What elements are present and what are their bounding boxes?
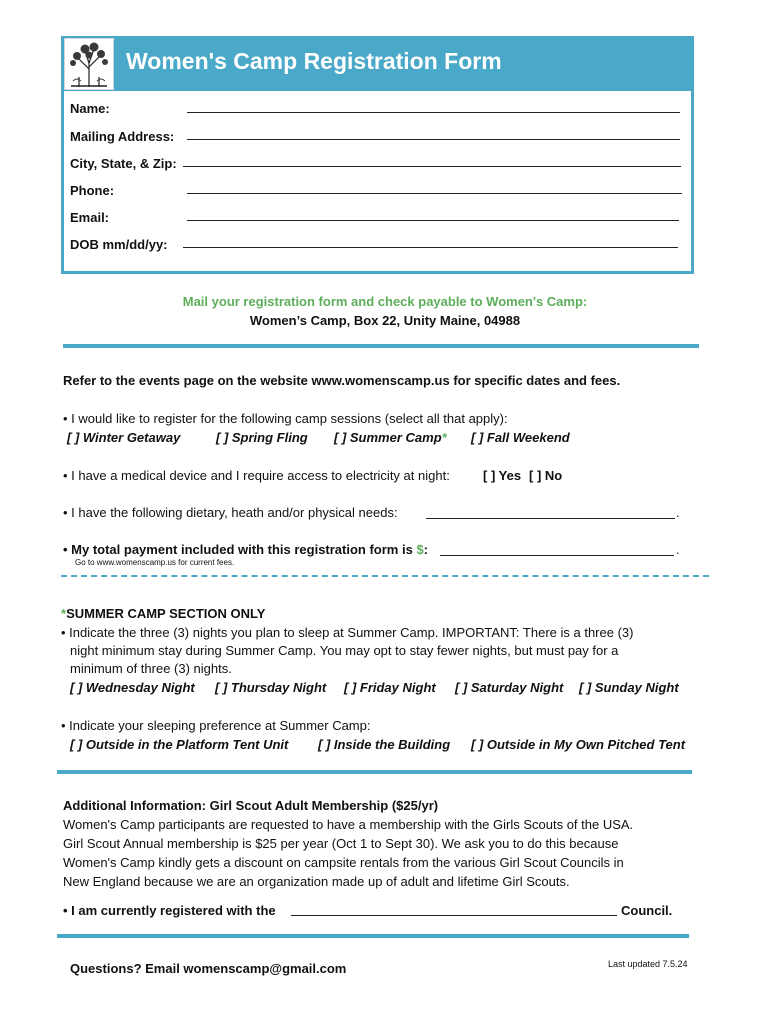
form-title: Women's Camp Registration Form bbox=[126, 48, 502, 74]
tree-logo-icon bbox=[64, 38, 114, 90]
sessions-prompt: • I would like to register for the following camp sessions (select all that apply): bbox=[63, 411, 508, 426]
option-summer-camp-label: [ ] Summer Camp bbox=[334, 430, 442, 445]
option-friday-night[interactable]: [ ] Friday Night bbox=[344, 680, 436, 695]
payment-prompt bbox=[63, 542, 428, 557]
option-thursday-night[interactable]: [ ] Thursday Night bbox=[215, 680, 327, 695]
summer-heading-text: SUMMER CAMP SECTION ONLY bbox=[66, 606, 266, 621]
option-winter-getaway[interactable]: [ ] Winter Getaway bbox=[67, 430, 181, 445]
dashed-divider bbox=[61, 575, 709, 577]
email-field[interactable] bbox=[187, 220, 679, 221]
membership-text-4: New England because we are an organization made up of adult and lifetime Girl Scouts. bbox=[63, 874, 570, 889]
option-spring-fling[interactable]: [ ] Spring Fling bbox=[216, 430, 308, 445]
option-inside-building[interactable]: [ ] Inside the Building bbox=[318, 737, 451, 752]
option-platform-tent[interactable]: [ ] Outside in the Platform Tent Unit bbox=[70, 737, 289, 752]
dietary-prompt: • I have the following dietary, heath and/or physical needs: bbox=[63, 505, 398, 520]
nights-instruction-1: • Indicate the three (3) nights you plan to sleep at Summer Camp. IMPORTANT: There is a three (3) bbox=[61, 625, 634, 640]
medical-yes-option[interactable]: [ ] Yes bbox=[483, 468, 522, 483]
dob-field[interactable] bbox=[183, 247, 678, 248]
membership-text-2: Girl Scout Annual membership is $25 per year (Oct 1 to Sept 30). We ask you to do this because bbox=[63, 836, 619, 851]
summer-heading-asterisk: * bbox=[61, 606, 67, 621]
mailing-address: Women’s Camp, Box 22, Unity Maine, 04988 bbox=[249, 313, 521, 328]
membership-text-3: Women's Camp kindly gets a discount on campsite rentals from the various Girl Scout Councils in bbox=[63, 855, 624, 870]
divider bbox=[57, 770, 692, 774]
summer-asterisk: * bbox=[441, 430, 447, 445]
sleep-prompt: • Indicate your sleeping preference at Summer Camp: bbox=[61, 718, 371, 733]
medical-prompt: • I have a medical device and I require access to electricity at night: bbox=[63, 468, 450, 483]
payment-field[interactable] bbox=[440, 555, 674, 556]
option-saturday-night[interactable]: [ ] Saturday Night bbox=[455, 680, 564, 695]
option-summer-camp[interactable] bbox=[334, 430, 447, 445]
nights-instruction-2: night minimum stay during Summer Camp. You may opt to stay fewer nights, but must pay for a bbox=[70, 643, 619, 658]
phone-label: Phone: bbox=[70, 183, 115, 198]
refer-text: Refer to the events page on the website www.womenscamp.us for specific dates and fees. bbox=[63, 373, 621, 388]
mailing-address-label: Mailing Address: bbox=[70, 129, 175, 144]
city-state-zip-field[interactable] bbox=[183, 166, 681, 167]
dietary-field[interactable] bbox=[426, 518, 675, 519]
option-fall-weekend[interactable]: [ ] Fall Weekend bbox=[471, 430, 570, 445]
dietary-period: . bbox=[676, 505, 680, 520]
last-updated: Last updated 7.5.24 bbox=[608, 959, 688, 969]
email-label: Email: bbox=[70, 210, 110, 225]
payment-period: . bbox=[676, 542, 680, 557]
council-field[interactable] bbox=[291, 915, 617, 916]
payment-colon: : bbox=[423, 542, 429, 557]
divider bbox=[63, 344, 699, 348]
summer-heading bbox=[61, 606, 265, 621]
name-label: Name: bbox=[70, 101, 110, 116]
city-state-zip-label: City, State, & Zip: bbox=[70, 156, 177, 171]
registered-suffix: Council. bbox=[621, 903, 673, 918]
questions-contact: Questions? Email womenscamp@gmail.com bbox=[70, 961, 347, 976]
nights-instruction-3: minimum of three (3) nights. bbox=[70, 661, 232, 676]
medical-no-option[interactable]: [ ] No bbox=[529, 468, 563, 483]
option-sunday-night[interactable]: [ ] Sunday Night bbox=[579, 680, 679, 695]
dob-label: DOB mm/dd/yy: bbox=[70, 237, 168, 252]
membership-heading: Additional Information: Girl Scout Adult Membership ($25/yr) bbox=[63, 798, 439, 813]
registered-prefix: • I am currently registered with the bbox=[63, 903, 276, 918]
phone-field[interactable] bbox=[187, 193, 682, 194]
membership-text-1: Women's Camp participants are requested to have a membership with the Girls Scouts of the USA. bbox=[63, 817, 634, 832]
mailing-instruction: Mail your registration form and check payable to Women's Camp: bbox=[182, 294, 588, 309]
fees-note: Go to www.womenscamp.us for current fees. bbox=[75, 558, 235, 567]
option-own-tent[interactable]: [ ] Outside in My Own Pitched Tent bbox=[471, 737, 686, 752]
mailing-address-field[interactable] bbox=[187, 139, 680, 140]
divider bbox=[57, 934, 689, 938]
name-field[interactable] bbox=[187, 112, 680, 113]
option-wednesday-night[interactable]: [ ] Wednesday Night bbox=[70, 680, 195, 695]
payment-prompt-text: • My total payment included with this registration form is bbox=[63, 542, 417, 557]
dollar-sign: $ bbox=[416, 542, 424, 557]
